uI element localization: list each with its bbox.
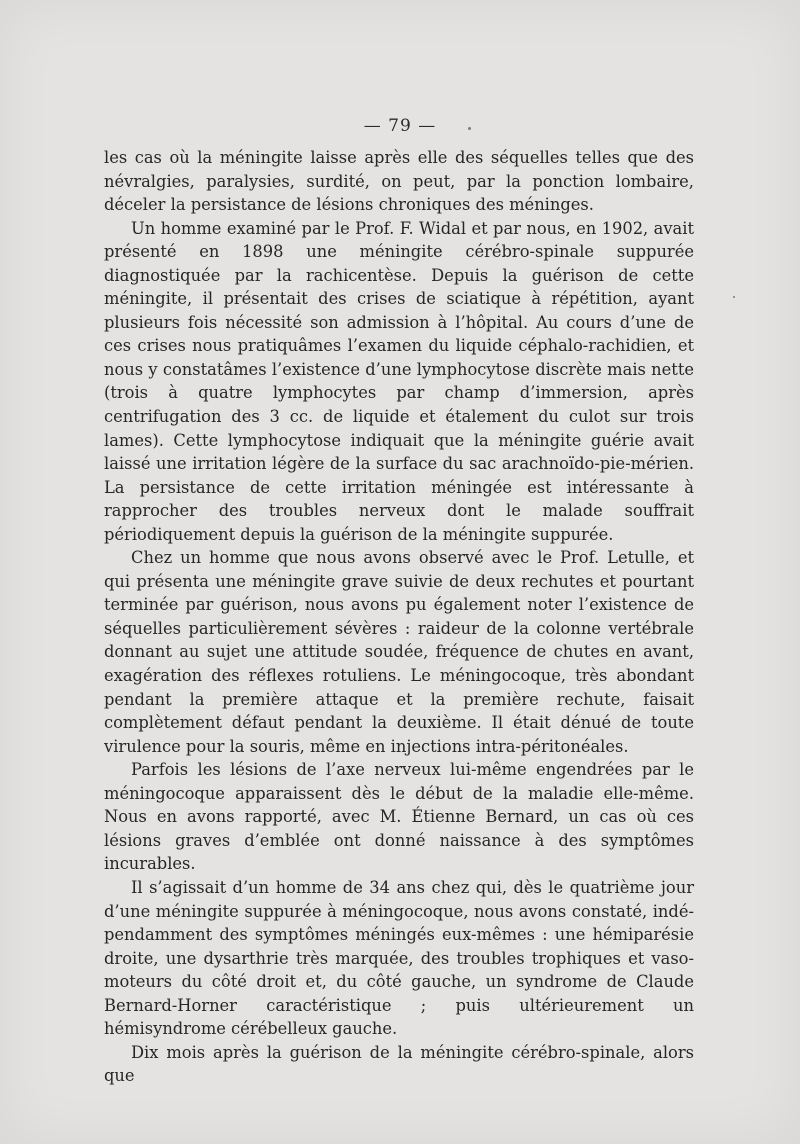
ink-speck — [468, 127, 471, 130]
paragraph-widal-case: Un homme examiné par le Prof. F. Widal et par nous, en 1902, avait présenté en 1898 une méningite cérébro-spinale suppurée diagnostiquée par la rachicentèse. Depuis la guérison de cette méningite, il présentait des crises de sciatique à répétition, ayant plusieurs fois nécessité son admission à l’hôpital. Au cours d’une de ces crises nous pratiquâmes l’examen du liquide céphalo-rachidien, et nous y constatâmes l’existence d’une lymphocytose discrète mais nette (trois à quatre lymphocytes par champ d’immersion, après centrifugation des 3 cc. de liquide et étalement du culot sur trois lames). Cette lymphocytose indiquait que la méningite guérie avait laissé une irritation légère de la surface du sac arachnoïdo-pie-mérien. La persistance de cette irritation méningée est intéressante à rapprocher des troubles nerveux dont le malade souffrait périodiquement depuis la guérison de la méningite suppurée. — [104, 218, 694, 544]
paragraph-34-year-old-case: Il s’agissait d’un homme de 34 ans chez qui, dès le quatrième jour d’une méningite suppurée à méningocoque, nous avons constaté, indépendamment des symptômes méningés eux-mêmes : une hémiparésie droite, une dysarthrie très marquée, des troubles trophiques et vasomoteurs du côté droit et, du côté gauche, un syndrome de Claude Bernard-Horner caractéristique ; puis ultérieurement un hémisyndrome cérébelleux gauche. — [104, 877, 694, 1039]
paragraph-ten-months-after: Dix mois après la guérison de la méningite cérébro-spinale, alors que — [104, 1042, 694, 1086]
body-text — [104, 146, 694, 1088]
paragraph-letulle-case: Chez un homme que nous avons observé avec le Prof. Letulle, et qui présenta une méningite grave suivie de deux rechutes et pourtant terminée par guérison, nous avons pu également noter l’existence de séquelles particulièrement sévères : raideur de la colonne vertébrale donnant au sujet une attitude soudée, fréquence de chutes en avant, exagération des réflexes rotuliens. Le méningocoque, très abondant pendant la première attaque et la première rechute, faisait complètement défaut pendant la deuxième. Il était dénué de toute virulence pour la souris, même en injections intra-péritonéales. — [104, 548, 694, 756]
paragraph-nerve-lesions: Parfois les lésions de l’axe nerveux lui-même engendrées par le méningocoque apparaissent dès le début de la maladie elle-même. Nous en avons rapporté, avec M. Étienne Bernard, un cas où ces lésions graves d’emblée ont donné naissance à des symptômes incurables. — [104, 760, 694, 874]
paragraph-continuation: les cas où la méningite laisse après elle des séquelles telles que des névralgies, paralysies, surdité, on peut, par la ponction lombaire, déceler la persistance de lésions chroniques des méninges. — [104, 148, 694, 215]
page-number: — 79 — — [363, 116, 437, 136]
ink-speck — [733, 296, 735, 298]
